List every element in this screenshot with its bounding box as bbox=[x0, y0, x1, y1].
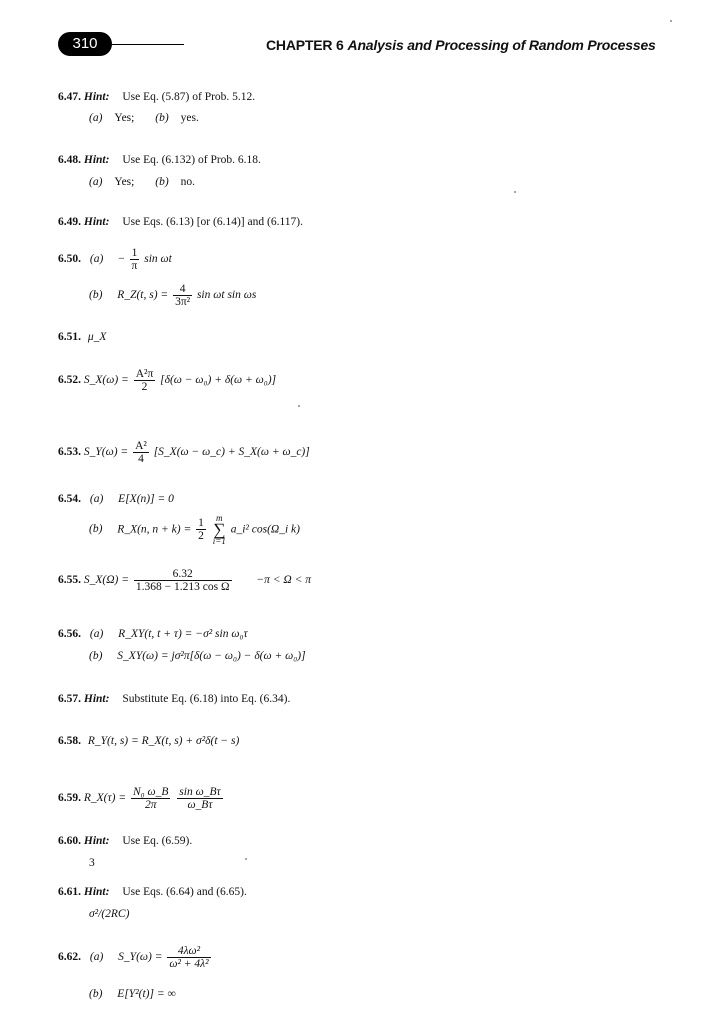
problem-6-61-answer: σ²/(2RC) bbox=[89, 908, 130, 920]
denominator: ω² + 4λ² bbox=[169, 958, 209, 971]
speck-mark bbox=[514, 191, 516, 193]
page-number: 310 bbox=[58, 32, 112, 56]
hint-text: Use Eq. (5.87) of Prob. 5.12. bbox=[122, 91, 256, 103]
fraction bbox=[173, 283, 192, 308]
problem-6-60-answer: 3 bbox=[89, 857, 95, 869]
numerator: 6.32 bbox=[134, 568, 232, 581]
problem-6-47 bbox=[58, 91, 255, 103]
expression-lhs: R_Z(t, s) = bbox=[117, 289, 169, 302]
numerator: 4λω² bbox=[167, 945, 210, 958]
numerator: A²π bbox=[135, 368, 154, 380]
part-a-label: (a) bbox=[89, 112, 103, 124]
fraction bbox=[167, 945, 210, 970]
problem-6-50-b bbox=[89, 283, 256, 308]
problem-6-57 bbox=[58, 693, 290, 705]
header-rule bbox=[112, 44, 184, 45]
expression: R_Y(t, s) = R_X(t, s) + σ²δ(t − s) bbox=[87, 735, 240, 747]
denominator: 2π bbox=[144, 799, 157, 812]
problem-6-50-a bbox=[58, 247, 172, 272]
expression: a_i² cos(Ω_i k) bbox=[230, 523, 300, 536]
part-b-label: (b) bbox=[89, 988, 103, 1000]
chapter-title: Analysis and Processing of Random Processes bbox=[347, 37, 656, 53]
denominator: 2 bbox=[141, 381, 148, 394]
fraction bbox=[196, 517, 206, 542]
summation bbox=[213, 514, 226, 545]
part-b-answer: yes. bbox=[180, 112, 199, 124]
hint-text: Substitute Eq. (6.18) into Eq. (6.34). bbox=[122, 693, 291, 705]
sum-symbol: ∑ bbox=[213, 520, 226, 540]
denominator: 4 bbox=[138, 453, 144, 466]
problem-6-52 bbox=[58, 368, 276, 393]
expression: R_XY(t, t + τ) = −σ² sin ω₀τ bbox=[118, 628, 248, 640]
problem-number: 6.61. bbox=[58, 886, 81, 898]
fraction bbox=[134, 568, 232, 593]
problem-number: 6.54. bbox=[58, 493, 81, 505]
expression: S_XY(ω) = jσ²π[δ(ω − ω₀) − δ(ω + ω₀)] bbox=[117, 650, 306, 662]
expression-lhs: S_X(ω) = bbox=[83, 374, 129, 387]
problem-6-56-b bbox=[89, 650, 306, 662]
part-b-answer: no. bbox=[180, 176, 196, 188]
part-b-label: (b) bbox=[155, 112, 169, 124]
fraction bbox=[134, 368, 156, 393]
part-a-label: (a) bbox=[89, 493, 104, 505]
problem-6-59 bbox=[58, 786, 225, 811]
fraction-2 bbox=[177, 786, 222, 811]
answer: μ_X bbox=[87, 331, 107, 343]
denominator: ω_Bτ bbox=[187, 799, 213, 812]
minus-sign: − bbox=[118, 253, 125, 266]
part-a-answer: Yes; bbox=[114, 176, 135, 188]
numerator: A² bbox=[135, 440, 147, 452]
problem-6-58 bbox=[58, 735, 239, 747]
problem-6-61 bbox=[58, 886, 247, 898]
expression-lhs: S_Y(ω) = bbox=[83, 446, 129, 459]
speck-mark bbox=[245, 858, 247, 860]
problem-6-56-a bbox=[58, 628, 248, 640]
expression: [δ(ω − ω₀) + δ(ω + ω₀)] bbox=[160, 374, 277, 387]
expression-lhs: S_Y(ω) = bbox=[118, 951, 163, 964]
hint-label: Hint: bbox=[83, 216, 110, 228]
part-a-label: (a) bbox=[89, 253, 104, 266]
part-b-label: (b) bbox=[89, 523, 103, 536]
hint-label: Hint: bbox=[83, 91, 110, 103]
problem-6-54-a bbox=[58, 493, 174, 505]
problem-number: 6.55. bbox=[58, 574, 81, 587]
part-a-label: (a) bbox=[89, 628, 104, 640]
problem-6-55 bbox=[58, 568, 311, 593]
part-a-answer: Yes; bbox=[114, 112, 135, 124]
problem-6-53 bbox=[58, 440, 310, 465]
problem-number: 6.53. bbox=[58, 446, 81, 459]
hint-text: Use Eqs. (6.13) [or (6.14)] and (6.117). bbox=[122, 216, 303, 228]
part-a-label: (a) bbox=[89, 951, 104, 964]
problem-number: 6.57. bbox=[58, 693, 81, 705]
problem-number: 6.51. bbox=[58, 331, 81, 343]
problem-6-49 bbox=[58, 216, 303, 228]
running-header bbox=[266, 37, 656, 53]
speck-mark bbox=[670, 20, 672, 22]
expression-lhs: R_X(n, n + k) = bbox=[117, 523, 192, 536]
hint-text: Use Eq. (6.132) of Prob. 6.18. bbox=[122, 154, 261, 166]
fraction bbox=[130, 247, 140, 272]
problem-number: 6.50. bbox=[58, 253, 81, 266]
part-b-label: (b) bbox=[89, 289, 103, 302]
hint-label: Hint: bbox=[83, 154, 110, 166]
problem-6-62-a bbox=[58, 945, 213, 970]
speck-mark bbox=[298, 405, 300, 407]
expression: sin ωt bbox=[144, 253, 172, 266]
problem-6-47-answers bbox=[89, 112, 199, 124]
fraction bbox=[133, 440, 149, 465]
problem-6-51 bbox=[58, 331, 106, 343]
fraction-1 bbox=[131, 786, 170, 811]
problem-number: 6.49. bbox=[58, 216, 81, 228]
hint-label: Hint: bbox=[83, 886, 110, 898]
problem-number: 6.56. bbox=[58, 628, 81, 640]
problem-6-62-b bbox=[89, 988, 176, 1000]
problem-number: 6.47. bbox=[58, 91, 81, 103]
hint-label: Hint: bbox=[83, 835, 110, 847]
expression-lhs: R_X(τ) = bbox=[83, 792, 127, 805]
problem-6-60 bbox=[58, 835, 192, 847]
problem-number: 6.52. bbox=[58, 374, 81, 387]
problem-number: 6.58. bbox=[58, 735, 81, 747]
problem-number: 6.48. bbox=[58, 154, 81, 166]
part-b-label: (b) bbox=[155, 176, 169, 188]
problem-6-54-b bbox=[89, 514, 300, 545]
denominator: 1.368 − 1.213 cos Ω bbox=[135, 581, 230, 594]
problem-number: 6.62. bbox=[58, 951, 81, 964]
numerator: 4 bbox=[173, 283, 192, 296]
problem-number: 6.60. bbox=[58, 835, 81, 847]
denominator: 2 bbox=[198, 530, 204, 543]
numerator: 1 bbox=[130, 247, 140, 260]
numerator: 1 bbox=[198, 517, 204, 530]
sum-lower-limit: i=1 bbox=[212, 536, 226, 547]
numerator: N₀ ω_B bbox=[132, 786, 169, 798]
sum-upper-limit: m bbox=[216, 513, 223, 523]
expression: sin ωt sin ωs bbox=[196, 289, 257, 302]
hint-label: Hint: bbox=[83, 693, 110, 705]
chapter-label: CHAPTER 6 bbox=[266, 37, 344, 53]
expression-lhs: S_X(Ω) = bbox=[83, 574, 130, 587]
expression: [S_X(ω − ω_c) + S_X(ω + ω_c)] bbox=[153, 446, 310, 459]
problem-6-48 bbox=[58, 154, 261, 166]
domain-range: −π < Ω < π bbox=[256, 574, 312, 587]
hint-text: Use Eq. (6.59). bbox=[122, 835, 193, 847]
denominator: π bbox=[131, 260, 138, 273]
hint-text: Use Eqs. (6.64) and (6.65). bbox=[122, 886, 247, 898]
expression: E[X(n)] = 0 bbox=[118, 493, 174, 505]
numerator: sin ω_Bτ bbox=[179, 786, 221, 798]
expression: E[Y²(t)] = ∞ bbox=[117, 988, 176, 1000]
problem-number: 6.59. bbox=[58, 792, 81, 805]
denominator: 3π² bbox=[175, 296, 191, 309]
problem-6-48-answers bbox=[89, 176, 195, 188]
part-a-label: (a) bbox=[89, 176, 103, 188]
part-b-label: (b) bbox=[89, 650, 103, 662]
